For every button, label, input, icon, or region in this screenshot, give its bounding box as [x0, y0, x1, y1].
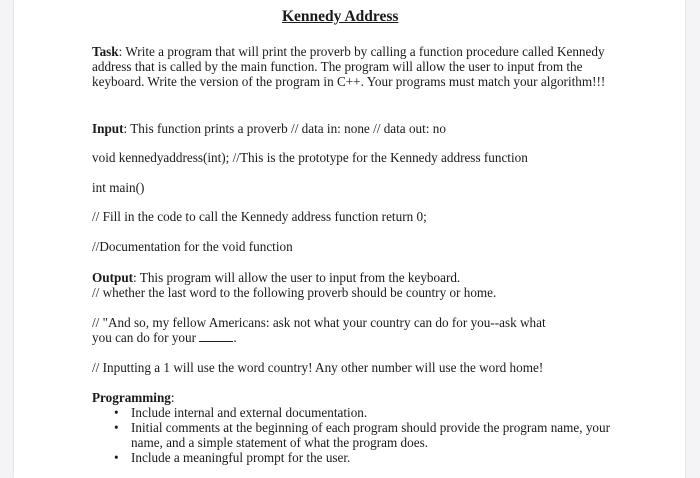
fill-blank: [199, 331, 233, 342]
document-title: Kennedy Address: [282, 8, 399, 25]
list-item-text: Initial comments at the beginning of each program should provide the program name, your name, and a simple statement of what the program does.: [131, 420, 611, 450]
main-line: int main(): [92, 180, 145, 195]
quote-line-1: // "And so, my fellow Americans: ask not what your country can do for you--ask what: [92, 315, 546, 330]
task-text: : Write a program that will print the proverb by calling a function procedure called Kennedy address that is called by the main function. The program will allow the user to input from the keyboard. Write the version of the program in C++. Your programs must match your algorithm!!!: [92, 44, 606, 89]
input-text: : This function prints a proverb // data in: none // data out: no: [123, 121, 446, 136]
bullet-glyph: •: [114, 405, 119, 420]
fill-in-line: // Fill in the code to call the Kennedy address function return 0;: [92, 209, 427, 224]
list-item: [92, 450, 622, 465]
output-label: Output: [92, 270, 134, 285]
list-item-text: Include internal and external documentation.: [131, 405, 368, 420]
documentation-line: //Documentation for the void function: [92, 239, 293, 254]
bullet-glyph: •: [114, 420, 119, 435]
inputting-line: // Inputting a 1 will use the word country! Any other number will use the word home!: [92, 360, 544, 375]
task-label: Task: [92, 44, 119, 59]
bullet-glyph: •: [114, 450, 119, 465]
output-text: : This program will allow the user to input from the keyboard.: [133, 270, 461, 285]
task-paragraph: [92, 44, 622, 89]
programming-label: Programming: [92, 390, 171, 405]
output-paragraph: [92, 270, 622, 300]
quote-line-2: you can do for your: [92, 330, 197, 345]
programming-colon: :: [170, 390, 175, 405]
input-label: Input: [92, 121, 124, 136]
quote-paragraph: [92, 315, 622, 345]
prototype-line: void kennedyaddress(int); //This is the prototype for the Kennedy address function: [92, 150, 528, 165]
programming-section: [92, 390, 622, 465]
programming-list: [92, 405, 622, 465]
document-page: [14, 0, 685, 478]
input-paragraph: [92, 121, 622, 136]
quote-end: .: [233, 330, 237, 345]
list-item: [92, 405, 622, 420]
list-item-text: Include a meaningful prompt for the user.: [131, 450, 351, 465]
output-line-2: // whether the last word to the following proverb should be country or home.: [92, 285, 497, 300]
list-item: [92, 420, 622, 450]
